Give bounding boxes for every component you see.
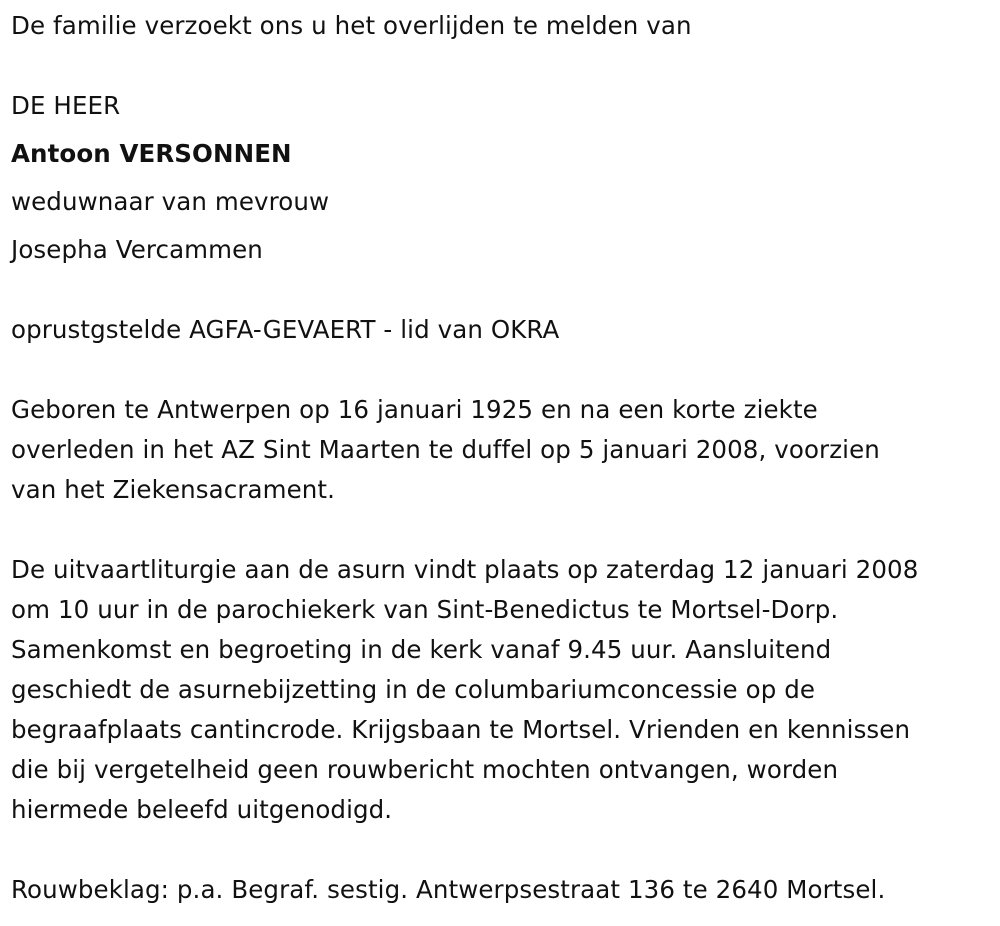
funeral-paragraph <box>11 550 918 830</box>
spouse-name: Josepha Vercammen <box>11 235 263 264</box>
funeral-line: geschiedt de asurnebijzetting in de columbariumconcessie op de <box>11 675 816 704</box>
funeral-line: om 10 uur in de parochiekerk van Sint-Benedictus te Mortsel-Dorp. <box>11 595 839 624</box>
birth-paragraph <box>11 390 880 510</box>
birth-line: van het Ziekensacrament. <box>11 475 335 504</box>
birth-line: overleden in het AZ Sint Maarten te duffel op 5 januari 2008, voorzien <box>11 435 880 464</box>
condolence-address: Rouwbeklag: p.a. Begraf. sestig. Antwerpsestraat 136 te 2640 Mortsel. <box>11 875 886 904</box>
honorific-title: DE HEER <box>11 91 121 120</box>
deceased-name: Antoon VERSONNEN <box>11 139 292 168</box>
funeral-line: die bij vergetelheid geen rouwbericht mochten ontvangen, worden <box>11 755 839 784</box>
funeral-line: begraafplaats cantincrode. Krijgsbaan te Mortsel. Vrienden en kennissen <box>11 715 911 744</box>
funeral-line: Samenkomst en begroeting in de kerk vanaf 9.45 uur. Aansluitend <box>11 635 832 664</box>
funeral-line: De uitvaartliturgie aan de asurn vindt plaats op zaterdag 12 januari 2008 <box>11 555 919 584</box>
funeral-line: hiermede beleefd uitgenodigd. <box>11 795 393 824</box>
intro-text: De familie verzoekt ons u het overlijden te melden van <box>11 11 692 40</box>
birth-line: Geboren te Antwerpen op 16 januari 1925 en na een korte ziekte <box>11 395 818 424</box>
occupation-text: oprustgstelde AGFA-GEVAERT - lid van OKRA <box>11 315 560 344</box>
widowed-text: weduwnaar van mevrouw <box>11 187 330 216</box>
